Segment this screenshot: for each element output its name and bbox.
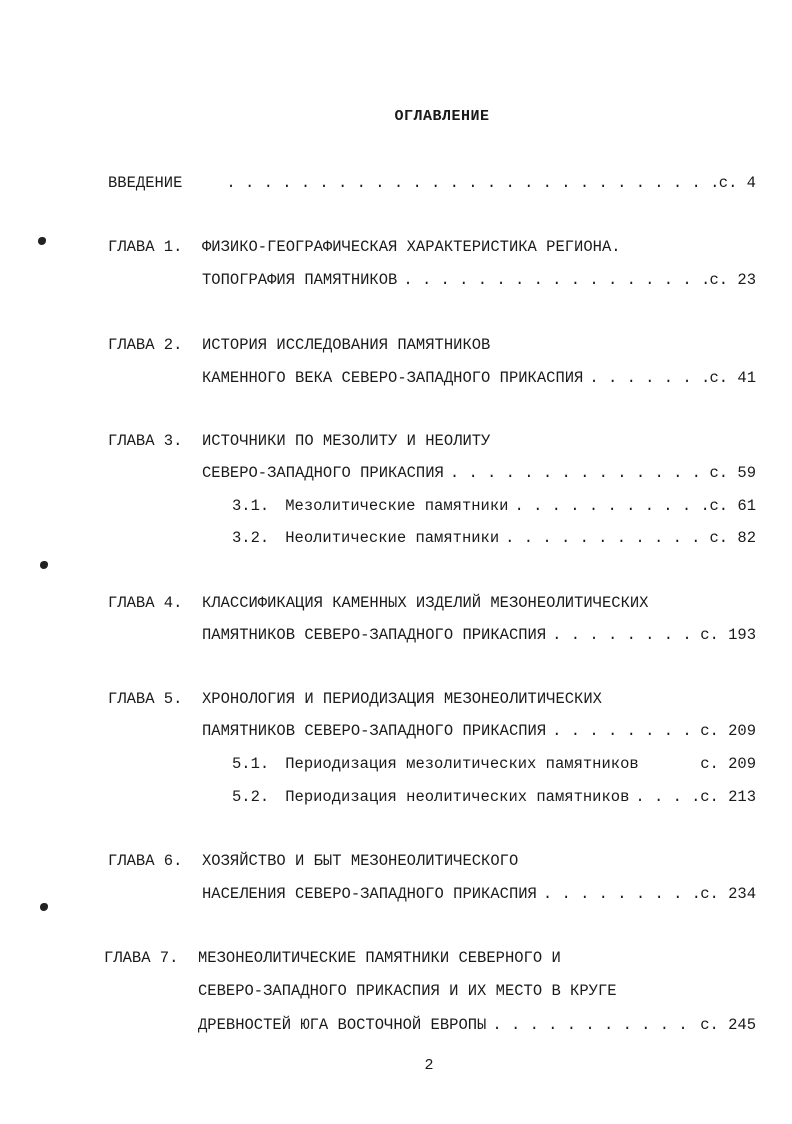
toc-title: ОГЛАВЛЕНИЕ	[394, 108, 490, 125]
ch2-page: с. 41	[709, 369, 756, 387]
toc-entry-ch3	[202, 463, 756, 483]
leader-dots	[546, 625, 700, 645]
ch7-page: с. 245	[700, 1016, 756, 1034]
ch7-title-line2: СЕВЕРО-ЗАПАДНОГО ПРИКАСПИЯ И ИХ МЕСТО В КРУГЕ	[198, 982, 617, 1000]
ch3-number: ГЛАВА 3.	[108, 432, 183, 450]
scan-speck	[38, 237, 46, 245]
ch1-page: с. 23	[709, 271, 756, 289]
leader-dots	[508, 496, 709, 516]
toc-entry-ch7	[198, 1015, 756, 1035]
toc-entry-3-1	[232, 496, 756, 516]
ch6-page: с. 234	[700, 885, 756, 903]
toc-entry-5-1	[232, 754, 756, 774]
s5-2-number: 5.2.	[232, 788, 270, 806]
ch3-title-line2: СЕВЕРО-ЗАПАДНОГО ПРИКАСПИЯ	[202, 464, 444, 482]
s5-2-page: с. 213	[700, 788, 756, 806]
ch5-number: ГЛАВА 5.	[108, 690, 183, 708]
ch2-title-line2: КАМЕННОГО ВЕКА СЕВЕРО-ЗАПАДНОГО ПРИКАСПИЯ	[202, 369, 584, 387]
leader-dots	[182, 173, 718, 193]
ch5-page: с. 209	[700, 722, 756, 740]
ch6-number: ГЛАВА 6.	[108, 852, 183, 870]
s3-1-number: 3.1.	[232, 497, 270, 515]
ch1-title-line1: ФИЗИКО-ГЕОГРАФИЧЕСКАЯ ХАРАКТЕРИСТИКА РЕГИОНА.	[202, 238, 621, 256]
s3-1-page: с. 61	[709, 497, 756, 515]
toc-entry-3-2	[232, 528, 756, 548]
ch6-title-line1: ХОЗЯЙСТВО И БЫТ МЕЗОНЕОЛИТИЧЕСКОГО	[202, 852, 519, 870]
ch1-number: ГЛАВА 1.	[108, 238, 183, 256]
leader-dots	[583, 368, 709, 388]
ch7-title-line1: МЕЗОНЕОЛИТИЧЕСКИЕ ПАМЯТНИКИ СЕВЕРНОГО И	[198, 949, 561, 967]
leader-dots	[486, 1015, 700, 1035]
toc-entry-ch4	[202, 625, 756, 645]
s5-1-label: Периодизация мезолитических памятников	[285, 755, 639, 773]
toc-entry-ch5	[202, 721, 756, 741]
toc-entry-ch6	[202, 884, 756, 904]
ch7-title-line3: ДРЕВНОСТЕЙ ЮГА ВОСТОЧНОЙ ЕВРОПЫ	[198, 1016, 487, 1034]
scan-speck	[40, 903, 48, 911]
ch4-number: ГЛАВА 4.	[108, 594, 183, 612]
ch4-title-line1: КЛАССИФИКАЦИЯ КАМЕННЫХ ИЗДЕЛИЙ МЕЗОНЕОЛИТИЧЕСКИХ	[202, 594, 649, 612]
toc-entry-intro	[108, 173, 756, 193]
ch6-title-line2: НАСЕЛЕНИЯ СЕВЕРО-ЗАПАДНОГО ПРИКАСПИЯ	[202, 885, 537, 903]
ch5-title-line2: ПАМЯТНИКОВ СЕВЕРО-ЗАПАДНОГО ПРИКАСПИЯ	[202, 722, 547, 740]
s3-2-page: с. 82	[709, 529, 756, 547]
toc-entry-ch1	[202, 270, 756, 290]
ch4-title-line2: ПАМЯТНИКОВ СЕВЕРО-ЗАПАДНОГО ПРИКАСПИЯ	[202, 626, 547, 644]
leader-dots	[499, 528, 709, 548]
intro-page: с. 4	[718, 174, 756, 192]
ch2-title-line1: ИСТОРИЯ ИССЛЕДОВАНИЯ ПАМЯТНИКОВ	[202, 336, 491, 354]
ch5-title-line1: ХРОНОЛОГИЯ И ПЕРИОДИЗАЦИЯ МЕЗОНЕОЛИТИЧЕСКИХ	[202, 690, 602, 708]
s5-1-page: с. 209	[700, 755, 756, 773]
s3-2-number: 3.2.	[232, 529, 270, 547]
leader-dots	[397, 270, 709, 290]
page-number: 2	[424, 1057, 434, 1074]
leader-dots	[546, 721, 700, 741]
s3-1-label: Мезолитические памятники	[285, 497, 509, 515]
scan-speck	[40, 561, 48, 569]
s5-2-label: Периодизация неолитических памятников	[285, 788, 630, 806]
leader-dots	[537, 884, 700, 904]
ch7-number: ГЛАВА 7.	[104, 949, 179, 967]
s5-1-number: 5.1.	[232, 755, 270, 773]
ch3-page: с. 59	[709, 464, 756, 482]
ch1-title-line2: ТОПОГРАФИЯ ПАМЯТНИКОВ	[202, 271, 398, 289]
toc-entry-ch2	[202, 368, 756, 388]
ch4-page: с. 193	[700, 626, 756, 644]
leader-dots	[444, 463, 710, 483]
intro-label: ВВЕДЕНИЕ	[108, 174, 183, 192]
ch3-title-line1: ИСТОЧНИКИ ПО МЕЗОЛИТУ И НЕОЛИТУ	[202, 432, 491, 450]
leader-dots	[629, 787, 700, 807]
ch2-number: ГЛАВА 2.	[108, 336, 183, 354]
s3-2-label: Неолитические памятники	[285, 529, 500, 547]
toc-entry-5-2	[232, 787, 756, 807]
